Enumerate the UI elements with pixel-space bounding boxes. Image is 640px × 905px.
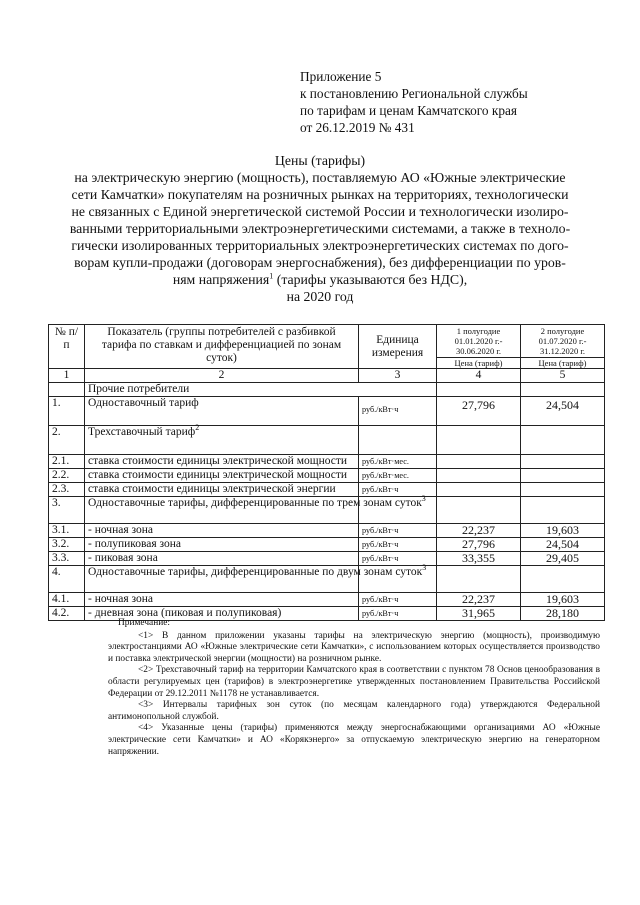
row-price-h1 (437, 566, 521, 593)
empty-cell (521, 383, 605, 397)
table-row (49, 593, 605, 607)
row-indicator-text: ставка стоимости единицы электрической мощности (88, 469, 348, 481)
row-price-h1 (437, 483, 521, 497)
header-h1-period: 1 полугодие 01.01.2020 г.- 30.06.2020 г. (437, 325, 521, 358)
title-line-7 (60, 271, 580, 288)
row-number: 4.2. (49, 607, 85, 621)
section-row (49, 383, 605, 397)
table-row (49, 524, 605, 538)
row-number: 3.3. (49, 552, 85, 566)
row-price-h1 (437, 497, 521, 524)
row-number: 4. (49, 566, 85, 593)
title-year: на 2020 год (286, 289, 354, 304)
empty-cell (437, 383, 521, 397)
row-number: 3.2. (49, 538, 85, 552)
appendix-line-4: от 26.12.2019 № 431 (300, 120, 415, 135)
row-indicator (85, 524, 359, 538)
header-h2-period: 2 полугодие 01.07.2020 г.- 31.12.2020 г. (521, 325, 605, 358)
row-indicator (85, 563, 427, 593)
row-indicator (85, 538, 359, 552)
row-indicator (85, 483, 359, 497)
row-indicator-text: Одноставочные тарифы, дифференцированные по трем зонам суток (88, 497, 422, 509)
header-price-2: Цена (тариф) (521, 358, 605, 369)
row-indicator (85, 423, 359, 455)
row-indicator (85, 593, 359, 607)
row-unit (359, 426, 437, 455)
row-number: 3.1. (49, 524, 85, 538)
row-price-h2 (521, 469, 605, 483)
row-indicator (85, 494, 426, 524)
table-header-row (49, 325, 605, 358)
title-line-6: ворам купли-продажи (договорам энергоснабжения), без дифференциации по уров- (74, 255, 566, 270)
col-number: 4 (437, 369, 521, 383)
col-number: 1 (49, 369, 85, 383)
header-num: № п/п (49, 325, 85, 369)
title-line-3: не связанных с Единой энергетической системой России и технологически изолиро- (71, 204, 569, 219)
row-price-h1: 27,796 (437, 397, 521, 426)
row-price-h1: 22,237 (437, 593, 521, 607)
row-unit: руб./кВт·ч (359, 524, 437, 538)
footnote-ref-1: 1 (269, 271, 274, 281)
row-price-h1 (437, 455, 521, 469)
table-row (49, 483, 605, 497)
row-price-h2: 19,603 (521, 524, 605, 538)
table-row (49, 397, 605, 426)
row-number: 3. (49, 497, 85, 524)
table-row (49, 538, 605, 552)
table-row (49, 566, 605, 593)
row-price-h1 (437, 426, 521, 455)
row-unit: руб./кВт·ч (359, 552, 437, 566)
row-number: 2.2. (49, 469, 85, 483)
row-indicator-text: - ночная зона (88, 524, 154, 536)
row-price-h1: 33,355 (437, 552, 521, 566)
row-indicator-text: - дневная зона (пиковая и полупиковая) (88, 607, 282, 619)
row-price-h1: 31,965 (437, 607, 521, 621)
tariff-table (48, 324, 605, 621)
title-line-2: сети Камчатки» покупателям на розничных рынках на территориях, технологически (71, 187, 569, 202)
row-price-h2 (521, 497, 605, 524)
row-unit: руб./кВт·мес. (359, 469, 437, 483)
row-price-h1: 27,796 (437, 538, 521, 552)
footnote-ref: 3 (422, 563, 427, 573)
row-price-h2: 24,504 (521, 538, 605, 552)
appendix-line-2: к постановлению Региональной службы (300, 86, 528, 101)
appendix-line-3: по тарифам и ценам Камчатского края (300, 103, 517, 118)
row-number: 1. (49, 397, 85, 426)
appendix-header (300, 68, 528, 136)
title-heading: Цены (тарифы) (274, 153, 366, 168)
row-indicator-text: Трехставочный тариф (88, 426, 196, 438)
table-row (49, 497, 605, 524)
row-unit: руб./кВт·ч (359, 483, 437, 497)
row-price-h2 (521, 426, 605, 455)
row-price-h2 (521, 455, 605, 469)
col-number: 2 (85, 369, 359, 383)
row-unit: руб./кВт·ч (359, 538, 437, 552)
note-item: <3> Интервалы тарифных зон суток (по месяцам календарного года) утверждаются Федеральной антимонопольной службой. (108, 700, 600, 722)
column-numbers-row (49, 369, 605, 383)
header-price-1: Цена (тариф) (437, 358, 521, 369)
note-item: <4> Указанные цены (тарифы) применяются между энергоснабжающими организациями АО «Южные электрические сети Камчатки» и АО «Корякэнерго» за отпускаемую электрическую энергию на генераторном напряжении. (108, 723, 600, 757)
header-unit: Единица измерения (359, 325, 437, 369)
row-price-h2 (521, 566, 605, 593)
row-indicator-text: Одноставочные тарифы, дифференцированные по двум зонам суток (88, 566, 423, 578)
row-price-h2: 19,603 (521, 593, 605, 607)
row-number: 2.1. (49, 455, 85, 469)
empty-cell (359, 383, 437, 397)
row-price-h2: 29,405 (521, 552, 605, 566)
title-line-5: гически изолированных территориальных электроэнергетических системах по дого- (71, 238, 569, 253)
row-indicator (85, 469, 359, 483)
col-number: 3 (359, 369, 437, 383)
tariff-rows (49, 397, 605, 621)
row-price-h2 (521, 483, 605, 497)
row-number: 4.1. (49, 593, 85, 607)
row-price-h2: 28,180 (521, 607, 605, 621)
empty-cell (49, 383, 85, 397)
table-row (49, 469, 605, 483)
row-indicator-text: Одноставочный тариф (88, 397, 199, 409)
title-line-7b: (тарифы указываются без НДС), (273, 272, 468, 287)
header-indicator: Показатель (группы потребителей с разбивкой тарифа по ставкам и дифференциацией по зонам суток) (85, 325, 359, 369)
note-item: <1> В данном приложении указаны тарифы на электрическую энергию (мощность), производимую электростанциями АО «Южные электрические сети Камчатки», с использованием которых осуществляется производство и поставка электрической энергии (мощности) на розничном рынке. (108, 630, 600, 664)
footnote-ref: 3 (421, 494, 426, 504)
col-number: 5 (521, 369, 605, 383)
row-indicator-text: - полупиковая зона (88, 538, 182, 550)
table-row (49, 455, 605, 469)
row-indicator (85, 552, 359, 566)
row-indicator-text: - пиковая зона (88, 552, 158, 564)
row-indicator-text: ставка стоимости единицы электрической мощности (88, 455, 348, 467)
row-number: 2. (49, 426, 85, 455)
row-indicator-text: ставка стоимости единицы электрической энергии (88, 483, 336, 495)
note-item: <2> Трехставочный тариф на территории Камчатского края в соответствии с пунктом 78 Основ ценообразования в области регулируемых цен (тарифов) в электроэнергетике утвержденных постановлением Правительства Российской Федерации от 29.12.2011 №1178 не устанавливается. (108, 665, 600, 699)
notes-heading: Примечание: (118, 618, 171, 628)
row-unit: руб./кВт·ч (359, 397, 437, 426)
table-row (49, 552, 605, 566)
row-unit: руб./кВт·ч (359, 607, 437, 621)
document-title (60, 152, 580, 305)
row-indicator (85, 397, 359, 426)
section-label: Прочие потребители (85, 383, 359, 397)
notes-section (108, 618, 600, 758)
appendix-line-1: Приложение 5 (300, 69, 382, 84)
title-line-1: на электрическую энергию (мощность), поставляемую АО «Южные электрические (74, 170, 566, 185)
row-price-h1 (437, 469, 521, 483)
row-price-h1: 22,237 (437, 524, 521, 538)
row-indicator (85, 455, 359, 469)
table-row (49, 426, 605, 455)
footnote-ref: 2 (195, 423, 200, 433)
row-unit: руб./кВт·ч (359, 593, 437, 607)
title-line-4: ванными территориальными электроэнергетическими системами, а также в техноло- (69, 221, 571, 236)
row-indicator-text: - ночная зона (88, 593, 154, 605)
title-line-7a: ням напряжения (172, 272, 270, 287)
row-price-h2: 24,504 (521, 397, 605, 426)
row-number: 2.3. (49, 483, 85, 497)
row-unit: руб./кВт·мес. (359, 455, 437, 469)
